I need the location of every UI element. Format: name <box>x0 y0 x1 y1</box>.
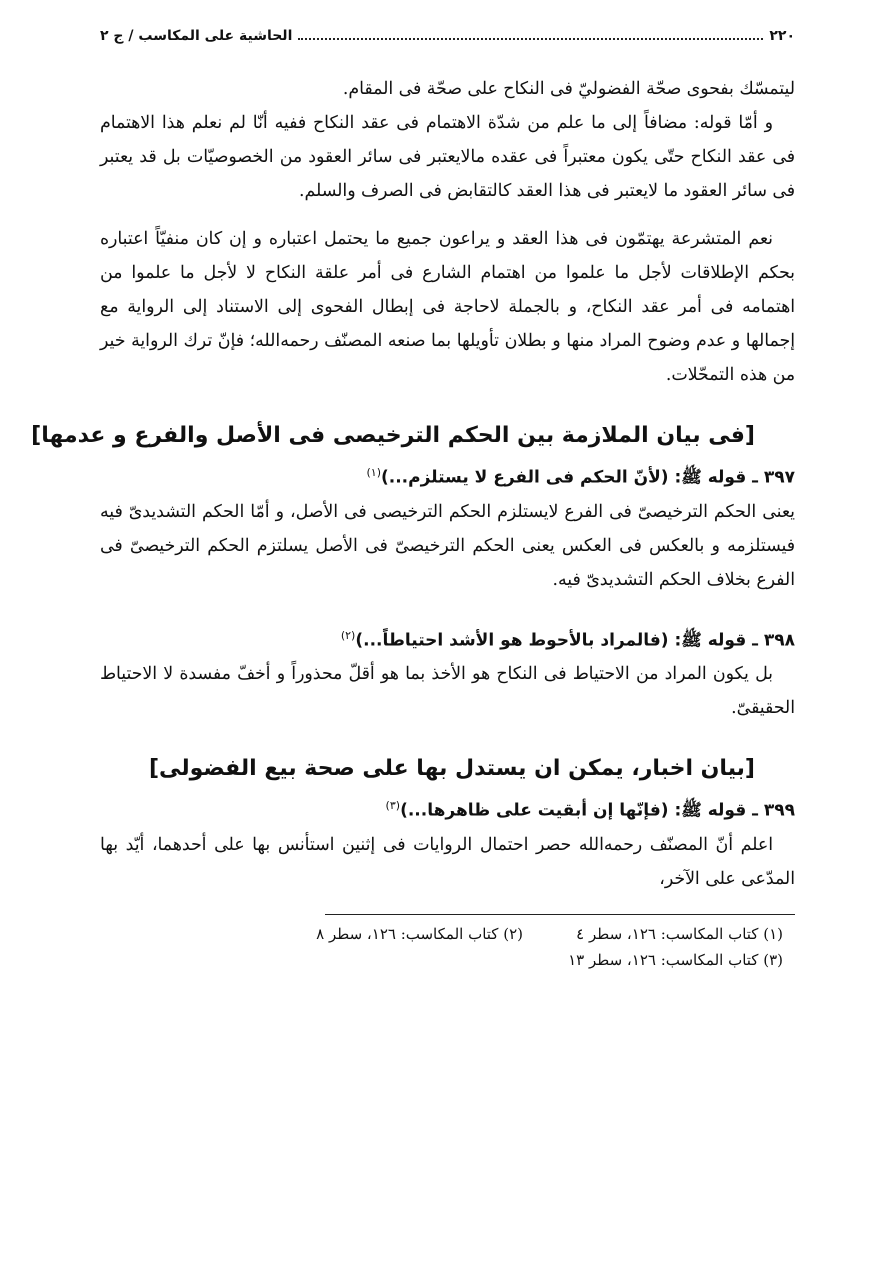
commentary-heading-398-text: ٣٩٨ ـ قوله ﷺ: (فالمراد بالأحوط هو الأشد احتياطاً...) <box>355 630 795 651</box>
intro-paragraph-2: و أمّا قوله: مضافاً إلى ما علم من شدّة الاهتمام فى عقد النكاح ففيه أنّا لم نعلم هذا الاهتمام فى عقد النكاح حتّى يكون معتبراً فى عقده مالايعتبر فى سائر العقود من الخصوصيّات بل قد يعتبر فى سائر العقود ما لايعتبر فى هذا العقد كالتقابض فى الصرف والسلم. <box>100 113 795 201</box>
intro-paragraph-3: نعم المتشرعة يهتمّون فى هذا العقد و يراعون جميع ما يحتمل اعتباره و إن كان منفيّاً اعتباره بحكم الإطلاقات لأجل ما علموا من اهتمام الشارع فى أمر علقة النكاح لا لأجل ما علموا من اهتمامه فى أمر عقد النكاح، و بالجملة لاحاجة فى إبطال الفحوى إلى الاستناد إلى الرواية مع إجمالها و عدم وضوح المراد منها و بطلان تأويلها بما صنعه المصنّف رحمه‌الله؛ فإنّ ترك الرواية خير من هذه التمحّلات. <box>100 229 795 385</box>
intro-paragraph-1: ليتمسّك بفحوى صحّة الفضوليّ فى النكاح على صحّة فى المقام. <box>342 79 795 99</box>
section-heading-3: [بيان اخبار، يمكن ان يستدل بها على صحة بيع الفضولى] <box>149 756 755 782</box>
footnote-ref-2: (٢) <box>340 628 356 642</box>
footnote-ref-1: (١) <box>366 466 381 479</box>
footnote-2: (٢) كتاب المكاسب: ١٢٦، سطر ٨ <box>316 924 523 943</box>
commentary-heading-397 <box>100 456 795 495</box>
footnote-separator <box>325 914 795 915</box>
page-number: ٢٢٠ <box>769 28 795 44</box>
footnotes <box>100 921 795 973</box>
commentary-heading-399 <box>100 789 795 828</box>
commentary-body-397: يعنى الحكم الترخيصىّ فى الفرع لايستلزم الحكم الترخيصى فى الأصل، و أمّا الحكم التشديدىّ فيه فيستلزمه و بالعكس فى العكس يعنى الحكم الترخيصىّ فى الأصل يسلتزم الحكم الترخيصىّ فى الفرع بخلاف الحكم التشديدىّ فيه. <box>100 501 795 590</box>
book-page <box>31 28 795 973</box>
section-heading-1: [فى بيان الملازمة بين الحكم الترخيصى فى الأصل والفرع و عدمها] <box>31 423 755 448</box>
commentary-body-398: بل يكون المراد من الاحتياط فى النكاح هو الأخذ بما هو أقلّ محذوراً و أخفّ مفسدة لا الاحتياط الحقيقىّ. <box>100 664 795 719</box>
commentary-body-399: اعلم أنّ المصنّف رحمه‌الله حصر احتمال الروايات فى إثنين استأنس بها على أحدهما، أيّد بها المدّعى على الآخر، <box>100 834 795 889</box>
header-dot-leader <box>298 28 763 40</box>
footnote-3: (٣) كتاب المكاسب: ١٢٦، سطر ١٣ <box>568 950 783 969</box>
commentary-heading-397-text: ٣٩٧ ـ قوله ﷺ: (لأنّ الحكم فى الفرع لا يستلزم...) <box>380 467 795 488</box>
commentary-heading-398 <box>100 619 795 658</box>
footnote-1: (١) كتاب المكاسب: ١٢٦، سطر ٤ <box>576 924 783 943</box>
commentary-heading-399-text: ٣٩٩ ـ قوله ﷺ: (فإنّها إن أبقيت على ظاهرها...) <box>400 800 795 821</box>
footnote-ref-3: (٣) <box>385 799 401 813</box>
page-header <box>100 28 795 72</box>
running-title: الحاشية على المكاسب / ج ٢ <box>100 28 293 44</box>
